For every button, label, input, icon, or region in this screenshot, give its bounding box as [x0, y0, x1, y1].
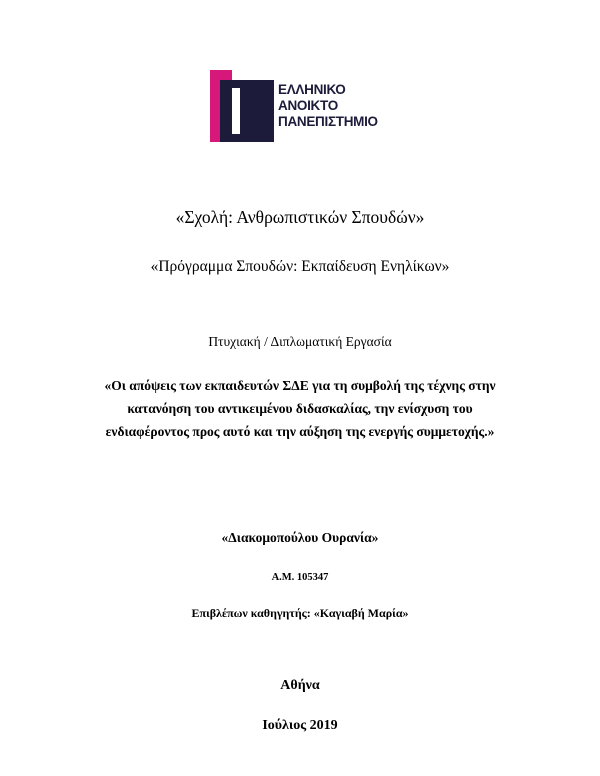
logo-text — [278, 82, 378, 130]
supervisor: Επιβλέπων καθηγητής: «Καγιαβή Μαρία» — [191, 606, 409, 620]
program-name: «Πρόγραμμα Σπουδών: Εκπαίδευση Ενηλίκων» — [150, 258, 450, 275]
logo-line-2: ΑΝΟΙΚΤΟ — [278, 98, 338, 113]
author-name: «Διακομοπούλου Ουρανία» — [221, 530, 379, 545]
date: Ιούλιος 2019 — [262, 718, 338, 733]
thesis-title: «Οι απόψεις των εκπαιδευτών ΣΔΕ για τη συμβολή της τέχνης στην κατανόηση του αντικειμένου διδασκαλίας, την ενίσχυση του ενδιαφέροντος προς αυτό και την αύξηση της ενεργής συμμετοχής.» — [104, 378, 496, 439]
city: Αθήνα — [280, 678, 320, 693]
school-name: «Σχολή: Ανθρωπιστικών Σπουδών» — [175, 207, 425, 227]
university-logo — [210, 70, 390, 142]
logo-line-3: ΠΑΝΕΠΙΣΤΗΜΙΟ — [278, 114, 378, 129]
eap-logo-icon — [210, 70, 274, 142]
student-id: Α.Μ. 105347 — [271, 572, 329, 583]
logo-line-1: ΕΛΛΗΝΙΚΟ — [278, 82, 346, 97]
thesis-type: Πτυχιακή / Διπλωματική Εργασία — [208, 334, 392, 349]
